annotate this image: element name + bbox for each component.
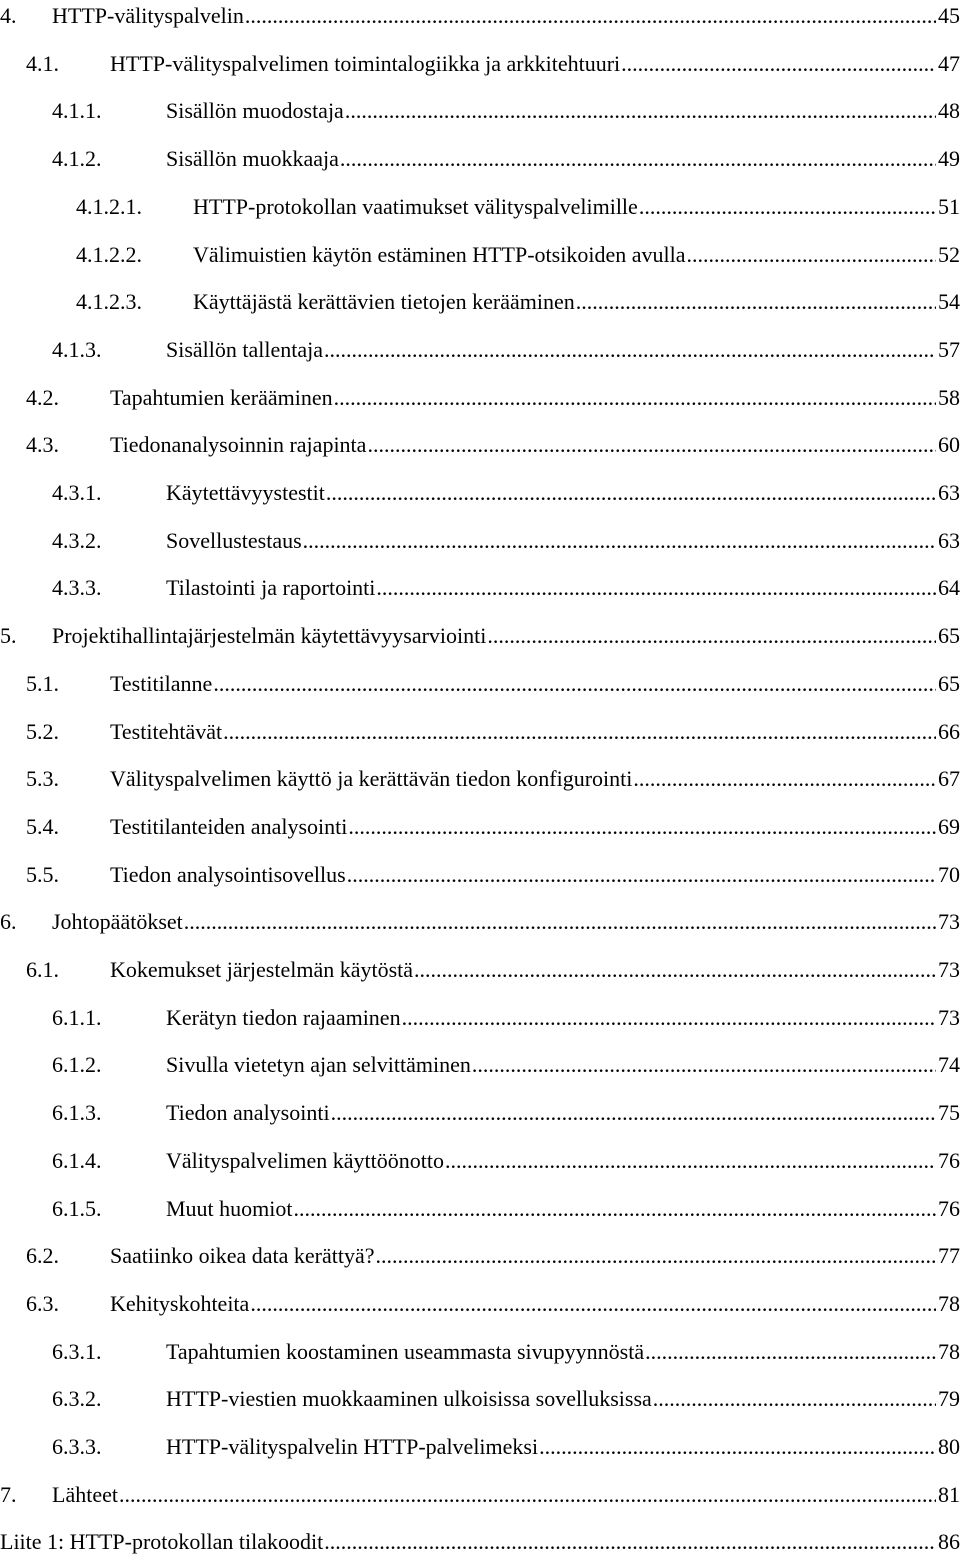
toc-entry-page-number: 63 (938, 527, 960, 553)
toc-entry-number: 6.1. (26, 957, 59, 982)
toc-entry-title: Kerätyn tiedon rajaaminen (166, 1004, 401, 1030)
toc-entry-page-number: 63 (938, 480, 960, 505)
toc-entry-number: 6.3. (26, 1290, 59, 1316)
toc-entry-page-number: 52 (938, 241, 960, 267)
toc-entry[interactable] (0, 1479, 960, 1511)
toc-entry-page-number: 45 (938, 3, 960, 28)
dot-leader (213, 668, 936, 700)
toc-entry-title: Testitehtävät (110, 718, 223, 744)
toc-entry[interactable] (52, 1145, 960, 1177)
toc-entry-number: 4.1.3. (52, 336, 102, 362)
dot-leader (633, 763, 936, 795)
toc-entry-title: Tilastointi ja raportointi (166, 575, 376, 601)
toc-entry[interactable] (26, 668, 960, 700)
toc-entry[interactable] (76, 239, 960, 271)
toc-entry-title: Sovellustestaus (166, 527, 302, 553)
toc-entry-title: Muut huomiot (166, 1195, 293, 1221)
dot-leader (324, 1526, 936, 1558)
toc-entry-number: 4.2. (26, 384, 59, 410)
dot-leader (576, 286, 936, 318)
toc-entry-number: 4. (0, 3, 17, 28)
toc-entry-title: Välimuistien käytön estäminen HTTP-otsikoiden avulla (193, 241, 686, 267)
toc-entry-page-number: 74 (938, 1052, 960, 1078)
toc-entry-title: Lähteet (52, 1481, 118, 1507)
toc-entry[interactable] (26, 1288, 960, 1320)
toc-entry-number: 6.1.2. (52, 1052, 102, 1078)
toc-entry-title: Saatiinko oikea data kerättyä? (110, 1243, 375, 1269)
dot-leader (472, 1049, 936, 1081)
toc-entry[interactable] (52, 1097, 960, 1129)
toc-entry-title: Johtopäätökset (52, 909, 183, 935)
toc-entry-title: Liite 1: HTTP-protokollan tilakoodit (0, 1529, 324, 1555)
dot-leader (245, 0, 936, 32)
toc-entry[interactable] (52, 525, 960, 557)
toc-entry-number: 6. (0, 909, 17, 935)
toc-entry-title: Kehityskohteita (110, 1290, 250, 1316)
toc-entry-title: Sivulla vietetyn ajan selvittäminen (166, 1052, 471, 1078)
toc-entry-number: 4.3.3. (52, 575, 102, 601)
toc-entry-number: 4.3. (26, 432, 59, 458)
toc-entry-number: 5.2. (26, 718, 59, 744)
toc-entry-title: Välityspalvelimen käyttö ja kerättävän tiedon konfigurointi (110, 766, 633, 792)
toc-entry-title: Käytettävyystestit (166, 480, 325, 505)
dot-leader (686, 239, 936, 271)
toc-entry-page-number: 70 (938, 861, 960, 887)
toc-entry-page-number: 80 (938, 1434, 960, 1459)
toc-entry-page-number: 57 (938, 336, 960, 362)
toc-entry-page-number: 51 (938, 193, 960, 219)
toc-entry-page-number: 64 (938, 575, 960, 601)
toc-entry-number: 6.2. (26, 1243, 59, 1269)
dot-leader (539, 1431, 936, 1463)
toc-entry-title: Tiedon analysointi (166, 1100, 330, 1126)
toc-entry-number: 6.1.1. (52, 1004, 102, 1030)
toc-entry[interactable] (52, 143, 960, 175)
toc-entry-number: 6.1.5. (52, 1195, 102, 1221)
toc-entry-number: 4.1.2.3. (76, 289, 142, 315)
dot-leader (376, 572, 936, 604)
dot-leader (326, 477, 936, 509)
toc-entry-title: Sisällön tallentaja (166, 336, 324, 362)
toc-entry[interactable] (26, 429, 960, 461)
toc-entry[interactable] (0, 620, 960, 652)
dot-leader (367, 429, 936, 461)
toc-entry[interactable] (52, 1383, 960, 1415)
toc-entry-number: 6.3.1. (52, 1338, 102, 1364)
toc-entry-page-number: 73 (938, 909, 960, 935)
dot-leader (487, 620, 936, 652)
toc-entry-page-number: 73 (938, 957, 960, 982)
dot-leader (414, 954, 936, 986)
toc-entry-number: 6.1.3. (52, 1100, 102, 1126)
toc-entry-page-number: 79 (938, 1386, 960, 1412)
toc-entry-title: Testitilanteiden analysointi (110, 813, 348, 839)
toc-entry[interactable] (52, 1002, 960, 1034)
dot-leader (639, 191, 936, 223)
toc-entry-page-number: 58 (938, 384, 960, 410)
toc-entry-title: Tapahtumien koostaminen useammasta sivupyynnöstä (166, 1338, 645, 1364)
toc-entry-title: Tiedon analysointisovellus (110, 861, 346, 887)
dot-leader (119, 1479, 936, 1511)
toc-entry-page-number: 75 (938, 1100, 960, 1126)
dot-leader (653, 1383, 936, 1415)
dot-leader (645, 1336, 936, 1368)
dot-leader (348, 811, 936, 843)
dot-leader (331, 1097, 936, 1129)
toc-entry-title: Testitilanne (110, 670, 213, 696)
toc-entry[interactable] (52, 1336, 960, 1368)
toc-entry-title: Välityspalvelimen käyttöönotto (166, 1147, 445, 1173)
toc-entry-title: Projektihallintajärjestelmän käytettävyysarviointi (52, 623, 487, 649)
toc-entry-number: 5. (0, 623, 17, 649)
toc-entry-number: 4.1.2.2. (76, 241, 142, 267)
dot-leader (223, 716, 936, 748)
toc-entry-page-number: 81 (938, 1481, 960, 1507)
toc-entry-number: 5.4. (26, 813, 59, 839)
dot-leader (445, 1145, 936, 1177)
toc-entry-number: 4.1.2. (52, 146, 102, 172)
toc-entry-page-number: 78 (938, 1338, 960, 1364)
toc-entry-number: 6.1.4. (52, 1147, 102, 1173)
toc-entry[interactable] (52, 572, 960, 604)
toc-entry-title: HTTP-välityspalvelimen toimintalogiikka ja arkkitehtuuri (110, 50, 621, 76)
dot-leader (324, 334, 936, 366)
toc-entry[interactable] (52, 334, 960, 366)
toc-entry-number: 4.1.1. (52, 98, 102, 124)
toc-entry-page-number: 66 (938, 718, 960, 744)
toc-entry-number: 5.5. (26, 861, 59, 887)
toc-entry[interactable] (0, 906, 960, 938)
toc-entry-number: 7. (0, 1481, 17, 1507)
toc-entry-number: 6.3.2. (52, 1386, 102, 1412)
dot-leader (184, 906, 936, 938)
toc-entry-page-number: 65 (938, 623, 960, 649)
dot-leader (347, 859, 936, 891)
toc-entry-page-number: 48 (938, 98, 960, 124)
toc-entry[interactable] (26, 954, 960, 986)
dot-leader (340, 143, 936, 175)
toc-entry-number: 4.3.2. (52, 527, 102, 553)
toc-entry-number: 4.1. (26, 50, 59, 76)
toc-entry-page-number: 65 (938, 670, 960, 696)
toc-entry[interactable] (26, 859, 960, 891)
toc-entry-number: 4.1.2.1. (76, 193, 142, 219)
toc-entry-page-number: 76 (938, 1195, 960, 1221)
toc-entry-page-number: 47 (938, 50, 960, 76)
toc-entry-title: Sisällön muodostaja (166, 98, 344, 124)
toc-entry[interactable] (52, 1049, 960, 1081)
toc-entry-number: 5.1. (26, 670, 59, 696)
toc-entry-page-number: 73 (938, 1004, 960, 1030)
toc-entry-page-number: 67 (938, 766, 960, 792)
toc-entry-page-number: 69 (938, 813, 960, 839)
toc-entry[interactable] (76, 191, 960, 223)
toc-entry-page-number: 76 (938, 1147, 960, 1173)
toc-entry-title: Käyttäjästä kerättävien tietojen kerääminen (193, 289, 575, 315)
toc-entry[interactable] (0, 0, 960, 32)
toc-entry[interactable] (26, 1240, 960, 1272)
dot-leader (402, 1002, 936, 1034)
dot-leader (345, 95, 936, 127)
toc-entry-title: HTTP-protokollan vaatimukset välityspalvelimille (193, 193, 638, 219)
toc-entry[interactable] (26, 382, 960, 414)
dot-leader (294, 1193, 936, 1225)
toc-entry-number: 4.3.1. (52, 480, 102, 505)
dot-leader (334, 382, 936, 414)
dot-leader (303, 525, 936, 557)
toc-entry-title: Tiedonanalysoinnin rajapinta (110, 432, 367, 458)
toc-entry-page-number: 86 (938, 1529, 960, 1555)
toc-entry-title: HTTP-välityspalvelin HTTP-palvelimeksi (166, 1434, 539, 1459)
toc-entry-page-number: 49 (938, 146, 960, 172)
toc-entry-number: 5.3. (26, 766, 59, 792)
dot-leader (376, 1240, 937, 1272)
toc-entry-title: Sisällön muokkaaja (166, 146, 339, 172)
toc-entry[interactable] (26, 716, 960, 748)
toc-entry[interactable] (26, 48, 960, 80)
toc-entry-page-number: 60 (938, 432, 960, 458)
toc-entry[interactable] (26, 763, 960, 795)
dot-leader (621, 48, 936, 80)
toc-entry-title: Kokemukset järjestelmän käytöstä (110, 957, 414, 982)
toc-entry-title: HTTP-välityspalvelin (52, 3, 244, 28)
toc-entry[interactable] (52, 95, 960, 127)
toc-entry[interactable] (52, 477, 960, 509)
toc-entry-title: HTTP-viestien muokkaaminen ulkoisissa sovelluksissa (166, 1386, 652, 1412)
toc-entry[interactable] (76, 286, 960, 318)
toc-entry[interactable] (52, 1193, 960, 1225)
toc-entry-number: 6.3.3. (52, 1434, 102, 1459)
toc-entry[interactable] (0, 1526, 960, 1558)
toc-entry-page-number: 77 (938, 1243, 960, 1269)
toc-entry[interactable] (52, 1431, 960, 1463)
toc-entry-page-number: 54 (938, 289, 960, 315)
toc-entry-page-number: 78 (938, 1290, 960, 1316)
toc-entry-title: Tapahtumien kerääminen (110, 384, 333, 410)
toc-entry[interactable] (26, 811, 960, 843)
dot-leader (250, 1288, 936, 1320)
